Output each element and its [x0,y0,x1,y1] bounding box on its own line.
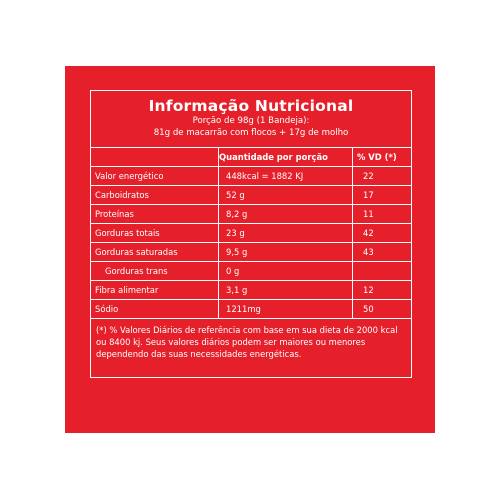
nutrient-quantity: 52 g [226,190,245,200]
nutrient-rows [91,167,411,319]
table-row [91,281,411,300]
nutrient-name: Sódio [95,304,119,314]
nutrient-dv: 43 [363,247,374,257]
table-row [91,186,411,205]
nutrient-name: Gorduras saturadas [95,247,178,257]
nutrient-dv: 12 [363,285,374,295]
nutrient-quantity: 0 g [226,266,240,276]
table-header [91,91,411,148]
nutrient-dv: 22 [363,171,374,181]
table-title: Informação Nutricional [148,97,354,115]
column-divider-1 [218,148,219,319]
nutrient-quantity: 1211mg [226,304,261,314]
nutrient-dv: 11 [363,209,374,219]
nutrient-dv: 50 [363,304,374,314]
table-row [91,205,411,224]
table-row [91,167,411,186]
nutrient-name: Fibra alimentar [95,285,159,295]
nutrient-dv: 42 [363,228,374,238]
nutrient-quantity: 448kcal = 1882 KJ [226,171,304,181]
dv-header: % VD (*) [357,152,397,162]
serving-line-2: 81g de macarrão com flocos + 17g de molho [153,128,349,138]
nutrient-name: Carboidratos [95,190,149,200]
footnote: (*) % Valores Diários de referência com base em sua dieta de 2000 kcal ou 8400 kj. Seus valores diários podem ser maiores ou menores dependendo das suas necessidades energéticas. [96,325,398,359]
nutrient-name: Gorduras totais [95,228,160,238]
table-row [91,262,411,281]
nutrient-name: Valor energético [95,171,164,181]
column-header-row [91,148,411,167]
nutrient-dv: 17 [363,190,374,200]
nutrient-name: Gorduras trans [105,266,168,276]
nutrition-table [90,90,412,378]
table-row [91,224,411,243]
nutrient-quantity: 23 g [226,228,245,238]
column-divider-2 [352,148,353,319]
serving-line-1: Porção de 98g (1 Bandeja): [192,116,310,126]
table-row [91,300,411,319]
nutrient-name: Proteínas [95,209,134,219]
nutrient-quantity: 8,2 g [226,209,248,219]
nutrient-quantity: 3,1 g [226,285,248,295]
nutrient-quantity: 9,5 g [226,247,248,257]
quantity-header: Quantidade por porção [219,152,328,162]
table-row [91,243,411,262]
